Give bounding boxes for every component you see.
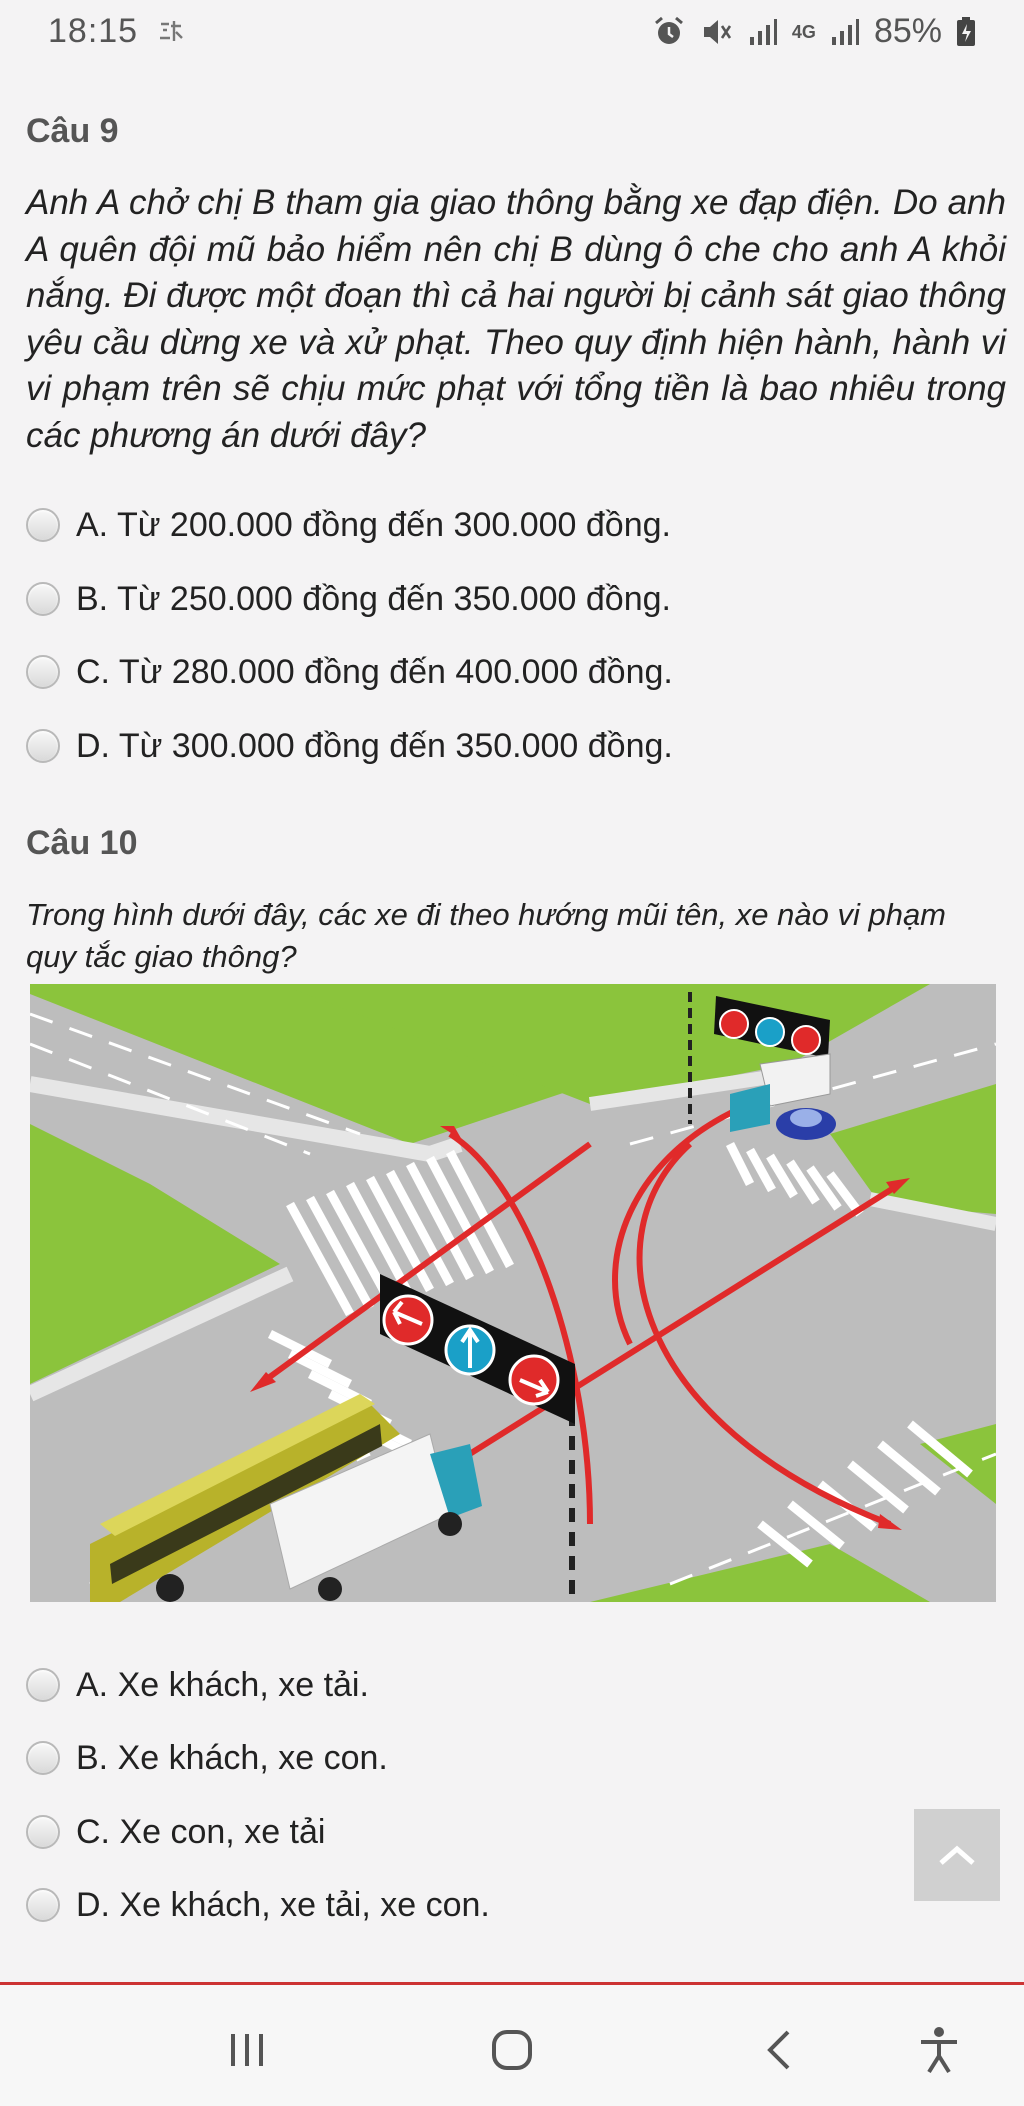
radio-button[interactable] xyxy=(26,1741,60,1775)
accessibility-button[interactable] xyxy=(914,2025,964,2075)
car xyxy=(776,1108,836,1140)
intersection-illustration xyxy=(30,984,996,1602)
battery-icon xyxy=(956,17,976,47)
back-icon xyxy=(764,2028,794,2072)
question-9-title: Câu 9 xyxy=(26,112,119,150)
signal-icon xyxy=(748,17,778,47)
navigation-bar xyxy=(0,1985,1024,2106)
mute-icon xyxy=(700,15,734,49)
status-time: 18:15 xyxy=(48,12,139,50)
status-bar xyxy=(0,0,1024,64)
question-10-text: Trong hình dưới đây, các xe đi theo hướng mũi tên, xe nào vi phạm quy tắc giao thông? xyxy=(26,897,947,974)
back-button[interactable] xyxy=(754,2025,804,2075)
q10-option-d[interactable] xyxy=(26,1880,490,1930)
home-icon xyxy=(490,2028,534,2072)
option-label: C. Xe con, xe tải xyxy=(76,1812,326,1851)
turn-right-prohibited-icon xyxy=(510,1356,558,1404)
radio-button[interactable] xyxy=(26,1815,60,1849)
status-icons xyxy=(652,12,976,51)
option-label: D. Xe khách, xe tải, xe con. xyxy=(76,1885,490,1924)
signal-icon xyxy=(830,17,860,47)
radio-button[interactable] xyxy=(26,582,60,616)
q9-option-a[interactable] xyxy=(26,500,671,550)
option-label: B. Từ 250.000 đồng đến 350.000 đồng. xyxy=(76,579,671,618)
notification-icon xyxy=(158,18,186,44)
question-10-title: Câu 10 xyxy=(26,824,138,862)
q10-option-a[interactable] xyxy=(26,1660,369,1710)
radio-button[interactable] xyxy=(26,729,60,763)
radio-button[interactable] xyxy=(26,1668,60,1702)
home-button[interactable] xyxy=(487,2025,537,2075)
chevron-up-icon xyxy=(937,1843,977,1867)
scroll-to-top-button[interactable] xyxy=(914,1809,1000,1901)
radio-button[interactable] xyxy=(26,1888,60,1922)
radio-button[interactable] xyxy=(26,655,60,689)
option-label: A. Xe khách, xe tải. xyxy=(76,1665,369,1704)
option-label: A. Từ 200.000 đồng đến 300.000 đồng. xyxy=(76,505,671,544)
recent-apps-button[interactable] xyxy=(222,2025,272,2075)
radio-button[interactable] xyxy=(26,508,60,542)
q10-option-c[interactable] xyxy=(26,1807,325,1857)
alarm-icon xyxy=(652,15,686,49)
q9-option-c[interactable] xyxy=(26,647,673,697)
accessibility-icon xyxy=(917,2026,961,2074)
q9-option-d[interactable] xyxy=(26,721,673,771)
option-label: D. Từ 300.000 đồng đến 350.000 đồng. xyxy=(76,726,673,765)
recent-apps-icon xyxy=(227,2030,267,2070)
4g-icon: 4G xyxy=(791,21,816,42)
question-9-text: Anh A chở chị B tham gia giao thông bằng xe đạp điện. Do anh A quên đội mũ bảo hiểm nên chị B dùng ô che cho anh A khỏi nắng. Đi được một đoạn thì cả hai người bị cảnh sát giao thông yêu cầu dừng xe và xử phạt. Theo quy định hiện hành, hành vi vi phạm trên sẽ chịu mức phạt với tổng tiền là bao nhiêu trong các phương án dưới đây? xyxy=(26,183,1006,455)
q10-option-b[interactable] xyxy=(26,1733,388,1783)
option-label: B. Xe khách, xe con. xyxy=(76,1738,388,1777)
option-label: C. Từ 280.000 đồng đến 400.000 đồng. xyxy=(76,652,673,691)
q9-option-b[interactable] xyxy=(26,574,671,624)
battery-level: 85% xyxy=(873,12,942,50)
